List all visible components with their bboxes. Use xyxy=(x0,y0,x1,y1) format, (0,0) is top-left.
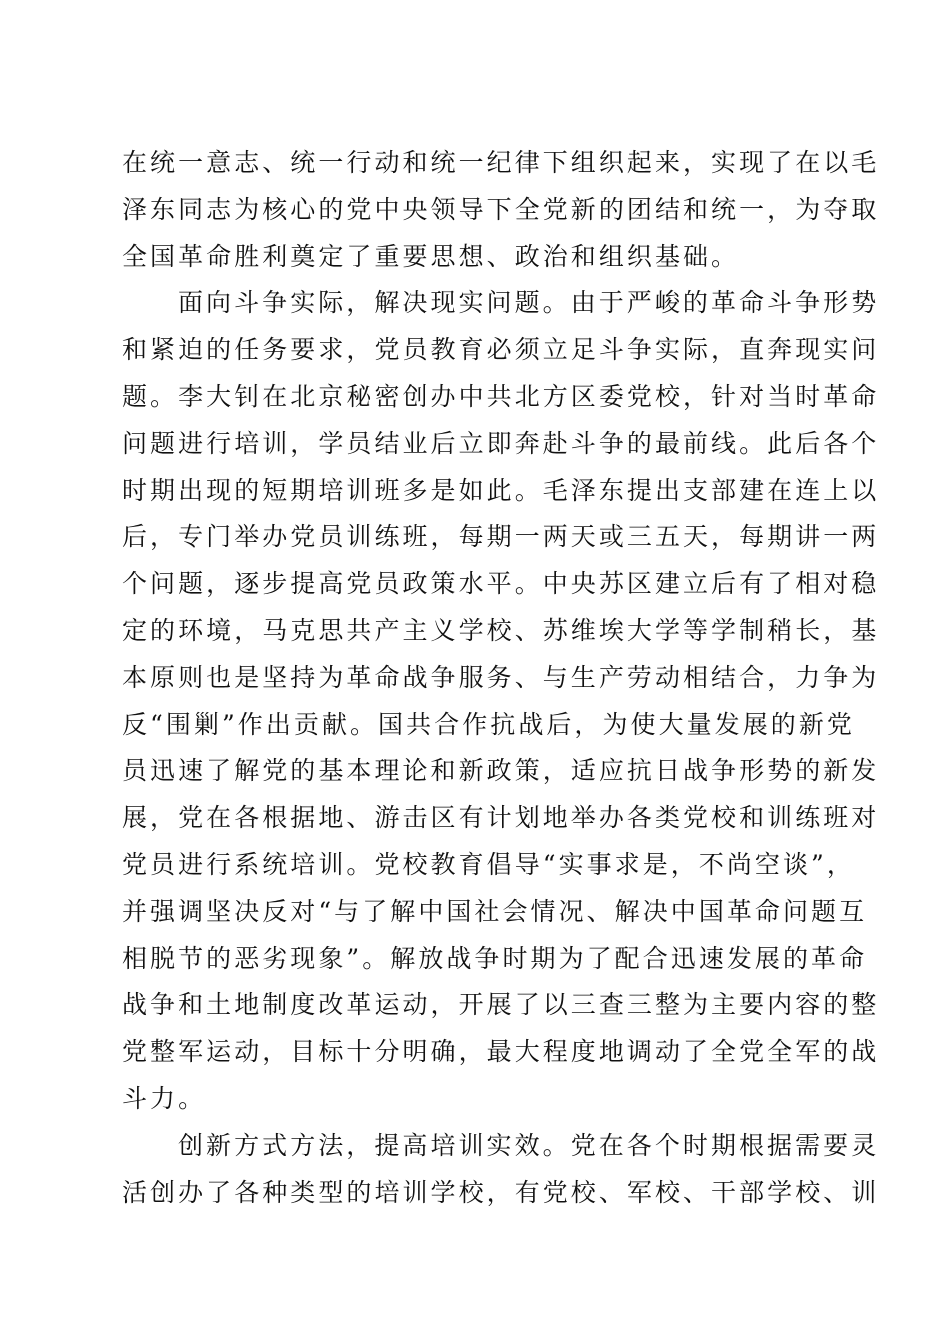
text-line: 本原则也是坚持为革命战争服务、与生产劳动相结合，力争为 xyxy=(122,662,880,692)
text-line: 并强调坚决反对“与了解中国社会情况、解决中国革命问题互 xyxy=(122,896,868,926)
text-line: 问题进行培训，学员结业后立即奔赴斗争的最前线。此后各个 xyxy=(122,428,880,458)
text-line: 员迅速了解党的基本理论和新政策，适应抗日战争形势的新发 xyxy=(122,756,880,786)
paragraph-first-line: 创新方式方法，提高培训实效。党在各个时期根据需要灵 xyxy=(178,1130,880,1160)
text-line: 相脱节的恶劣现象”。解放战争时期为了配合迅速发展的革命 xyxy=(122,943,868,973)
text-line: 后，专门举办党员训练班，每期一两天或三五天，每期讲一两 xyxy=(122,522,880,552)
text-line: 个问题，逐步提高党员政策水平。中央苏区建立后有了相对稳 xyxy=(122,569,880,599)
text-line: 泽东同志为核心的党中央领导下全党新的团结和统一，为夺取 xyxy=(122,194,880,224)
text-line: 和紧迫的任务要求，党员教育必须立足斗争实际，直奔现实问 xyxy=(122,335,880,365)
text-line: 定的环境，马克思共产主义学校、苏维埃大学等学制稍长，基 xyxy=(122,615,880,645)
document-body xyxy=(122,140,880,1216)
text-line: 展，党在各根据地、游击区有计划地举办各类党校和训练班对 xyxy=(122,803,880,833)
text-line: 党整军运动，目标十分明确，最大程度地调动了全党全军的战 xyxy=(122,1037,880,1067)
text-line: 斗力。 xyxy=(122,1083,207,1113)
text-line: 时期出现的短期培训班多是如此。毛泽东提出支部建在连上以 xyxy=(122,475,880,505)
text-line: 战争和土地制度改革运动，开展了以三查三整为主要内容的整 xyxy=(122,990,880,1020)
text-line: 全国革命胜利奠定了重要思想、政治和组织基础。 xyxy=(122,241,740,271)
text-line: 反“围剿”作出贡献。国共合作抗战后，为使大量发展的新党 xyxy=(122,709,855,739)
text-line: 在统一意志、统一行动和统一纪律下组织起来，实现了在以毛 xyxy=(122,148,880,177)
text-line: 题。李大钊在北京秘密创办中共北方区委党校，针对当时革命 xyxy=(122,381,880,411)
text-line: 党员进行系统培训。党校教育倡导“实事求是，不尚空谈”， xyxy=(122,849,855,879)
text-line: 活创办了各种类型的培训学校，有党校、军校、干部学校、训 xyxy=(122,1177,880,1207)
paragraph-first-line: 面向斗争实际，解决现实问题。由于严峻的革命斗争形势 xyxy=(178,288,880,318)
